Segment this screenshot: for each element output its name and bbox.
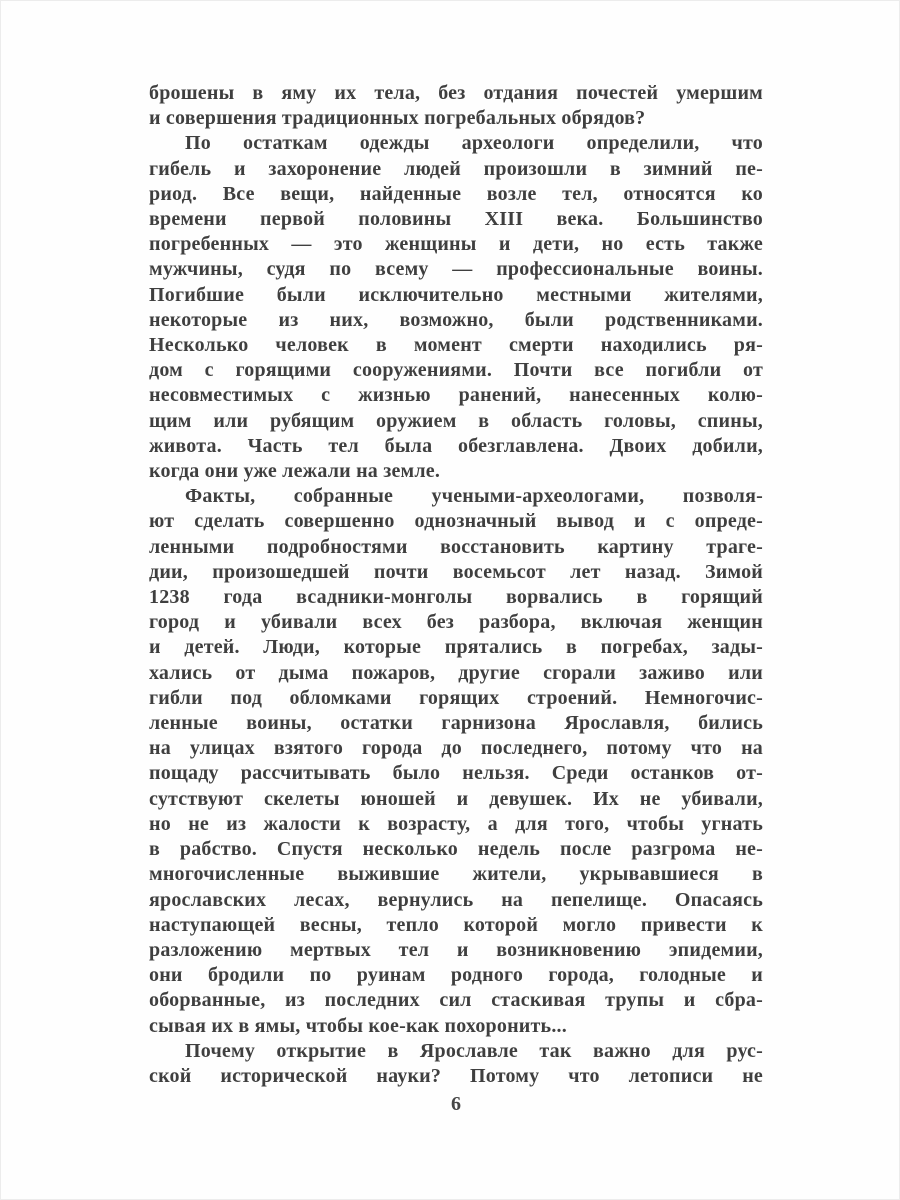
text-line: мужчины, судя по всему — профессиональные воины. <box>149 258 763 281</box>
text-line: ской исторической науки? Потому что летописи не <box>149 1064 763 1087</box>
text-line: многочисленные выжившие жители, укрывавшиеся в <box>149 863 763 886</box>
text-line: хались от дыма пожаров, другие сгорали заживо или <box>149 661 763 684</box>
text-line: город и убивали всех без разбора, включая женщин <box>149 611 763 634</box>
text-line: щим или рубящим оружием в область головы, спины, <box>149 409 763 432</box>
text-line: на улицах взятого города до последнего, потому что на <box>149 737 763 760</box>
text-line: сутствуют скелеты юношей и девушек. Их не убивали, <box>149 787 763 810</box>
text-line: некоторые из них, возможно, были родственниками. <box>149 308 763 331</box>
text-line: Факты, собранные учеными-археологами, позволя- <box>185 485 763 508</box>
text-line: дом с горящими сооружениями. Почти все погибли от <box>149 359 763 382</box>
text-line: риод. Все вещи, найденные возле тел, относятся ко <box>149 182 763 205</box>
page-number: 6 <box>451 1093 461 1115</box>
text-line: они бродили по руинам родного города, голодные и <box>149 964 763 987</box>
text-line: брошены в яму их тела, без отдания почестей умершим <box>149 82 763 104</box>
text-line: 1238 года всадники-монголы ворвались в горящий <box>149 586 763 609</box>
text-line: По остаткам одежды археологи определили, что <box>185 132 763 155</box>
text-block <box>149 81 763 1089</box>
text-line: Почему открытие в Ярославле так важно для рус- <box>185 1039 763 1062</box>
text-line: сывая их в ямы, чтобы кое-как похоронить... <box>149 1014 567 1037</box>
text-line: и совершения традиционных погребальных обрядов? <box>149 107 646 130</box>
text-line: Несколько человек в момент смерти находились ря- <box>149 334 763 357</box>
text-line: дии, произошедшей почти восемьсот лет назад. Зимой <box>149 560 763 583</box>
text-line: когда они уже лежали на земле. <box>149 460 441 483</box>
text-line: ленные воины, остатки гарнизона Ярославля, бились <box>149 712 763 735</box>
text-line: гибель и захоронение людей произошли в зимний пе- <box>149 157 763 180</box>
text-line: погребенных — это женщины и дети, но есть также <box>149 233 763 256</box>
text-line: в рабство. Спустя несколько недель после разгрома не- <box>149 838 763 861</box>
text-line: пощаду рассчитывать было нельзя. Среди останков от- <box>149 762 763 785</box>
text-line: ленными подробностями восстановить картину траге- <box>149 535 763 558</box>
text-line: наступающей весны, тепло которой могло привести к <box>149 913 763 936</box>
text-line: ярославских лесах, вернулись на пепелище. Опасаясь <box>149 888 763 911</box>
text-line: Погибшие были исключительно местными жителями, <box>149 283 763 306</box>
text-line: оборванные, из последних сил стаскивая трупы и сбра- <box>149 989 763 1012</box>
text-line: разложению мертвых тел и возникновению эпидемии, <box>149 938 763 961</box>
text-line: ют сделать совершенно однозначный вывод и с опреде- <box>149 510 763 533</box>
text-line: но не из жалости к возрасту, а для того, чтобы угнать <box>149 812 763 835</box>
text-line: живота. Часть тел была обезглавлена. Двоих добили, <box>149 434 763 457</box>
text-line: и детей. Люди, которые прятались в погребах, зады- <box>149 636 763 659</box>
text-line: несовместимых с жизнью ранений, нанесенных колю- <box>149 384 763 407</box>
text-line: гибли под обломками горящих строений. Немногочис- <box>149 686 763 709</box>
text-line: времени первой половины XIII века. Большинство <box>149 208 763 231</box>
